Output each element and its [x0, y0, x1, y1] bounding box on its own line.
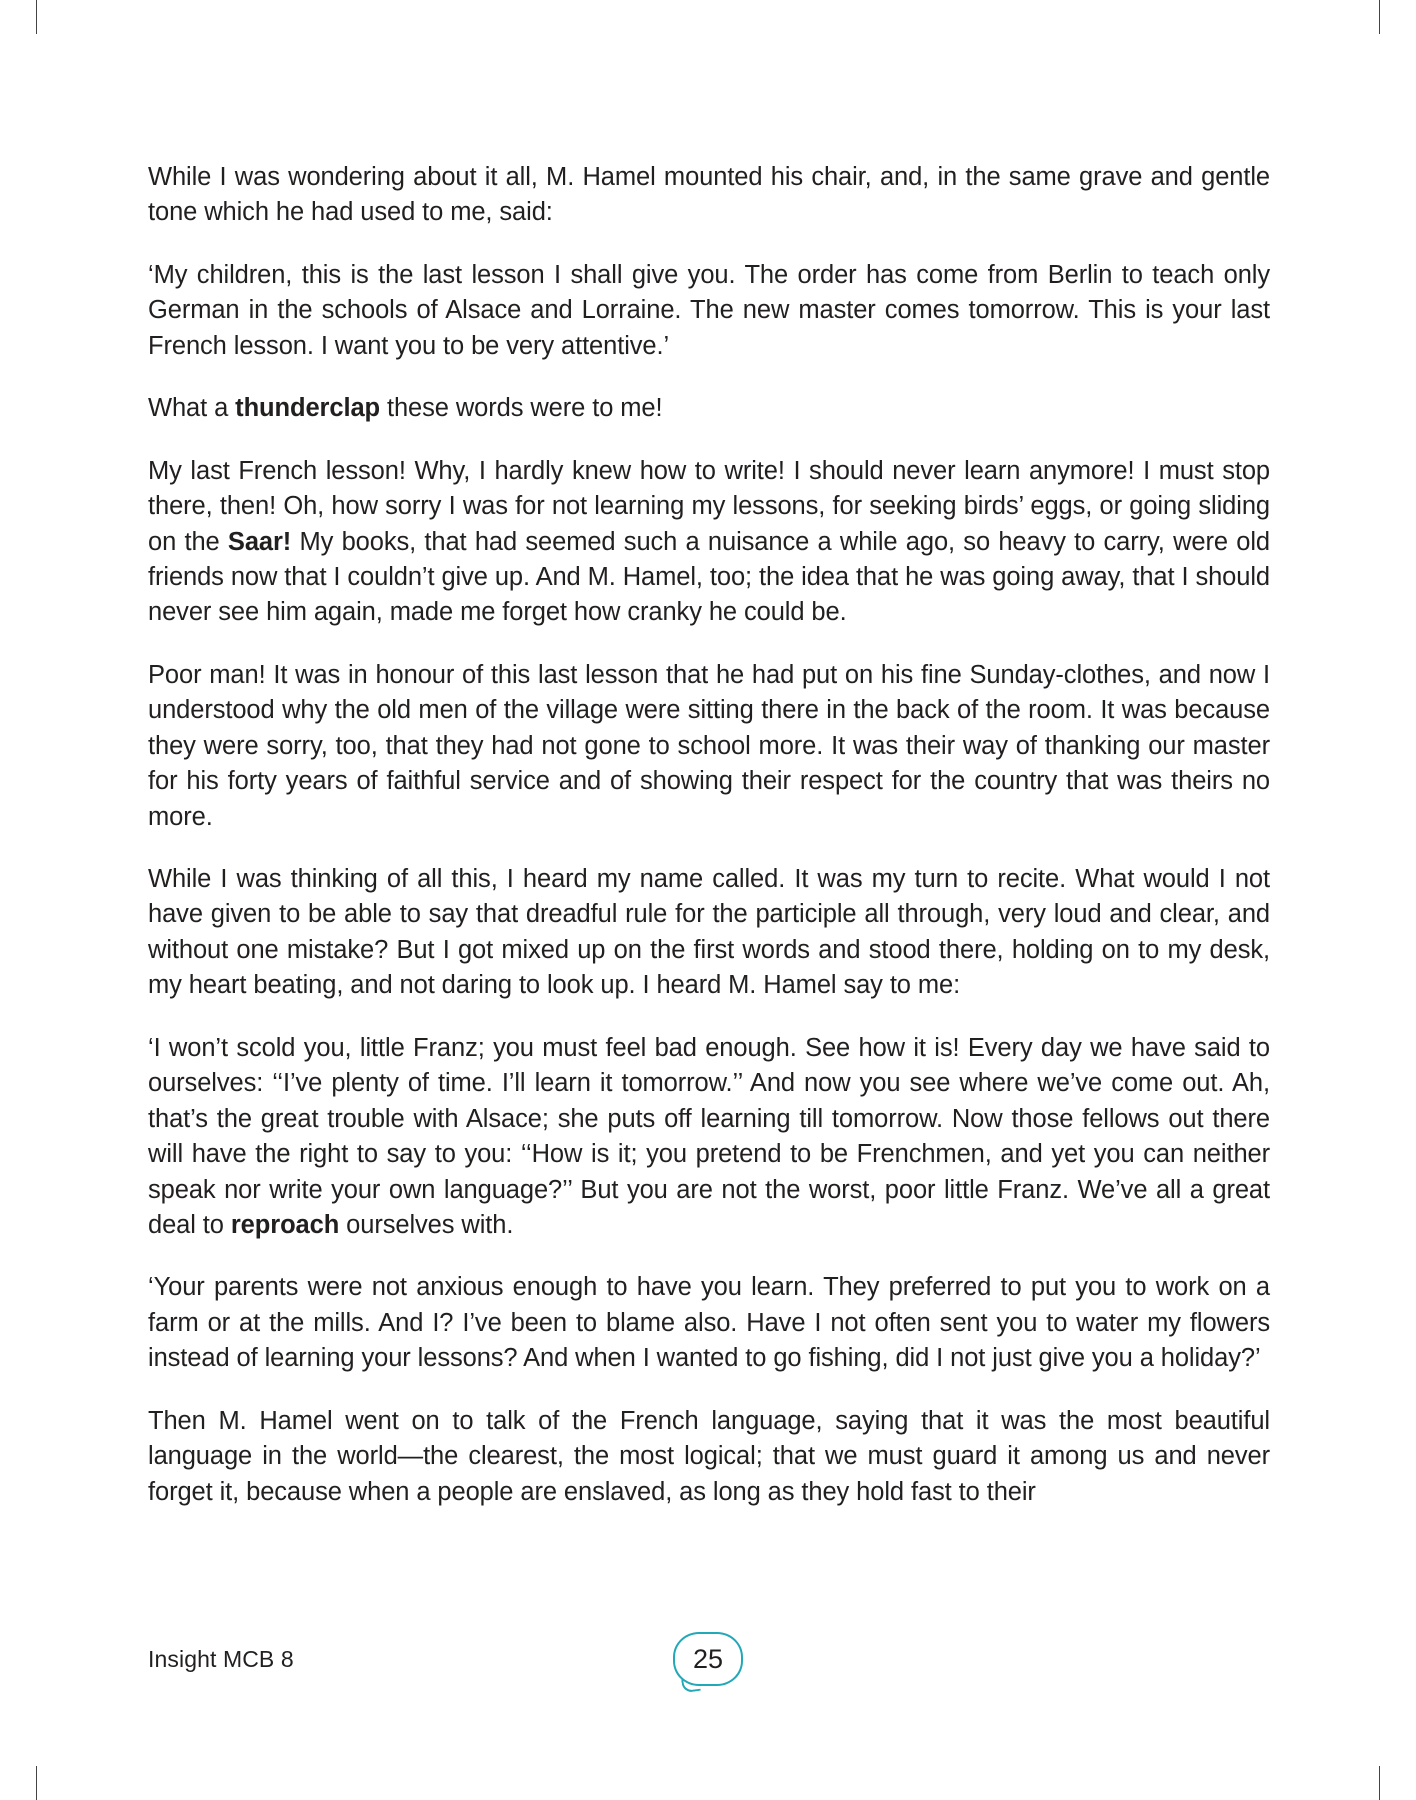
crop-mark-top-right	[1379, 0, 1380, 34]
paragraph	[148, 1031, 1270, 1244]
page-footer	[148, 1632, 1268, 1692]
text-run: My last French lesson! Why, I hardly knew how to write! I should never learn anymore! I must stop there, then! Oh, how sorry I was for not learning my lessons, for seeking birds’ eggs, or going sliding on the	[148, 456, 1270, 556]
page-number-badge-wrap	[673, 1632, 743, 1686]
text-run: ‘I won’t scold you, little Franz; you must feel bad enough. See how it is! Every day we have said to ourselves: ‘‘I’ve plenty of time. I’ll learn it tomorrow.’’ And now you see where we’ve come out. Ah, that’s the great trouble with Alsace; she puts off learning till tomorrow. Now those fellows out there will have the right to say to you: ‘‘How is it; you pretend to be Frenchmen, and yet you can neither speak nor write your own language?’’ But you are not the worst, poor little Franz. We’ve all a great deal to	[148, 1033, 1270, 1239]
crop-mark-bottom-left	[36, 1766, 37, 1800]
text-run: My books, that had seemed such a nuisance a while ago, so heavy to carry, were old friends now that I couldn’t give up. And M. Hamel, too; the idea that he was going away, that I should never see him again, made me forget how cranky he could be.	[148, 527, 1270, 627]
paragraph	[148, 658, 1270, 835]
glossary-term: thunderclap	[235, 394, 380, 423]
glossary-term: Saar!	[227, 527, 292, 556]
paragraph	[148, 160, 1270, 231]
text-run: While I was wondering about it all, M. Hamel mounted his chair, and, in the same grave and gentle tone which he had used to me, said:	[148, 163, 1270, 227]
text-run: Then M. Hamel went on to talk of the French language, saying that it was the most beautiful language in the world—the clearest, the most logical; that we must guard it among us and never forget it, because when a people are enslaved, as long as they hold fast to their	[148, 1406, 1270, 1506]
page-body	[148, 160, 1270, 1510]
crop-mark-top-left	[36, 0, 37, 34]
text-run: ourselves with.	[339, 1210, 514, 1239]
text-run: these words were to me!	[380, 394, 663, 423]
text-run: ‘My children, this is the last lesson I shall give you. The order has come from Berlin to teach only German in the schools of Alsace and Lorraine. The new master comes tomorrow. This is your last French lesson. I want you to be very attentive.’	[148, 260, 1270, 360]
paragraph	[148, 1270, 1270, 1376]
text-run: What a	[148, 394, 236, 423]
story-text	[148, 160, 1270, 1510]
paragraph	[148, 454, 1270, 631]
book-title-label: Insight MCB 8	[148, 1646, 294, 1672]
page-number-badge: 25	[673, 1632, 743, 1686]
text-run: Poor man! It was in honour of this last lesson that he had put on his fine Sunday-clothes, and now I understood why the old men of the village were sitting there in the back of the room. It was because they were sorry, too, that they had not gone to school more. It was their way of thanking our master for his forty years of faithful service and of showing their respect for the country that was theirs no more.	[148, 660, 1270, 831]
paragraph	[148, 1404, 1270, 1510]
glossary-term: reproach	[230, 1210, 340, 1239]
paragraph	[148, 862, 1270, 1004]
text-run: While I was thinking of all this, I heard my name called. It was my turn to recite. What would I not have given to be able to say that dreadful rule for the participle all through, very loud and clear, and without one mistake? But I got mixed up on the first words and stood there, holding on to my desk, my heart beating, and not daring to look up. I heard M. Hamel say to me:	[148, 865, 1270, 1000]
paragraph	[148, 391, 1270, 426]
paragraph	[148, 258, 1270, 364]
crop-mark-bottom-right	[1379, 1766, 1380, 1800]
text-run: ‘Your parents were not anxious enough to have you learn. They preferred to put you to work on a farm or at the mills. And I? I’ve been to blame also. Have I not often sent you to water my flowers instead of learning your lessons? And when I wanted to go fishing, did I not just give you a holiday?’	[148, 1273, 1270, 1373]
